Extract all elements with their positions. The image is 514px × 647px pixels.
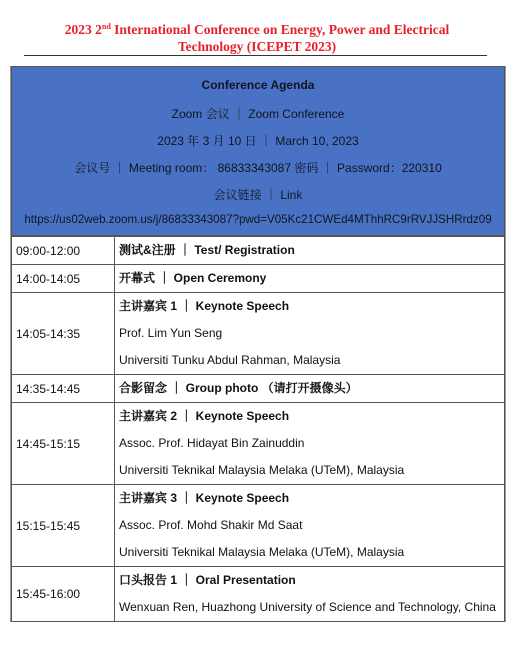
schedule-row — [12, 485, 505, 567]
session-title: 开幕式 ｜ Open Ceremony — [119, 271, 267, 285]
session-title: 测试&注册 ｜ Test/ Registration — [119, 243, 295, 257]
session-detail-line: Universiti Teknikal Malaysia Melaka (UTeM), Malaysia — [119, 545, 405, 559]
schedule-row — [12, 403, 505, 485]
session-detail-line: Prof. Lim Yun Seng — [119, 326, 223, 340]
session-time: 15:15-15:45 — [12, 485, 115, 567]
session-time: 14:00-14:05 — [12, 265, 115, 293]
schedule-row — [12, 265, 505, 293]
schedule-row — [12, 375, 505, 403]
session-time: 14:45-15:15 — [12, 403, 115, 485]
session-title: 口头报告 1 ｜ Oral Presentation — [119, 573, 296, 587]
schedule-table — [11, 236, 505, 622]
document-title — [0, 18, 514, 55]
session-title: 主讲嘉宾 2 ｜ Keynote Speech — [119, 409, 290, 423]
session-detail-line: Assoc. Prof. Mohd Shakir Md Saat — [119, 518, 303, 532]
session-details — [115, 265, 505, 293]
title-line-1: 2023 2nd International Conference on Energy, Power and Electrical — [64, 22, 450, 37]
link-label: 会议链接 ｜ Link — [213, 188, 303, 202]
agenda-banner — [11, 66, 505, 236]
zoom-link[interactable]: https://us02web.zoom.us/j/86833343087?pwd=V05Kc21CWEd4MThhRC9rRVJJSHRrdz09 — [24, 213, 492, 226]
title-divider — [24, 55, 487, 56]
session-detail-line: Wenxuan Ren, Huazhong University of Science and Technology, China — [119, 600, 496, 614]
session-details — [115, 567, 505, 622]
session-details — [115, 237, 505, 265]
agenda-heading: Conference Agenda — [201, 78, 315, 92]
session-time: 14:35-14:45 — [12, 375, 115, 403]
session-time: 09:00-12:00 — [12, 237, 115, 265]
session-title: 主讲嘉宾 3 ｜ Keynote Speech — [119, 491, 290, 505]
session-detail-line: Assoc. Prof. Hidayat Bin Zainuddin — [119, 436, 305, 450]
session-detail-line: Universiti Tunku Abdul Rahman, Malaysia — [119, 353, 341, 367]
session-title: 主讲嘉宾 1 ｜ Keynote Speech — [119, 299, 290, 313]
session-title: 合影留念 ｜ Group photo （请打开摄像头） — [119, 381, 358, 395]
session-details — [115, 485, 505, 567]
session-details — [115, 403, 505, 485]
meeting-room-info: 会议号 ｜ Meeting room： 86833343087 密码 ｜ Password：220310 — [74, 161, 442, 175]
session-details — [115, 293, 505, 375]
agenda-table — [10, 66, 506, 622]
session-time: 14:05-14:35 — [12, 293, 115, 375]
zoom-conference-label: Zoom 会议 ｜ Zoom Conference — [171, 107, 345, 121]
session-time: 15:45-16:00 — [12, 567, 115, 622]
conference-date: 2023 年 3 月 10 日 ｜ March 10, 2023 — [157, 134, 359, 148]
session-detail-line: Universiti Teknikal Malaysia Melaka (UTeM), Malaysia — [119, 463, 405, 477]
schedule-row — [12, 567, 505, 622]
title-line-2: Technology (ICEPET 2023) — [177, 39, 337, 54]
schedule-row — [12, 237, 505, 265]
session-details — [115, 375, 505, 403]
schedule-row — [12, 293, 505, 375]
